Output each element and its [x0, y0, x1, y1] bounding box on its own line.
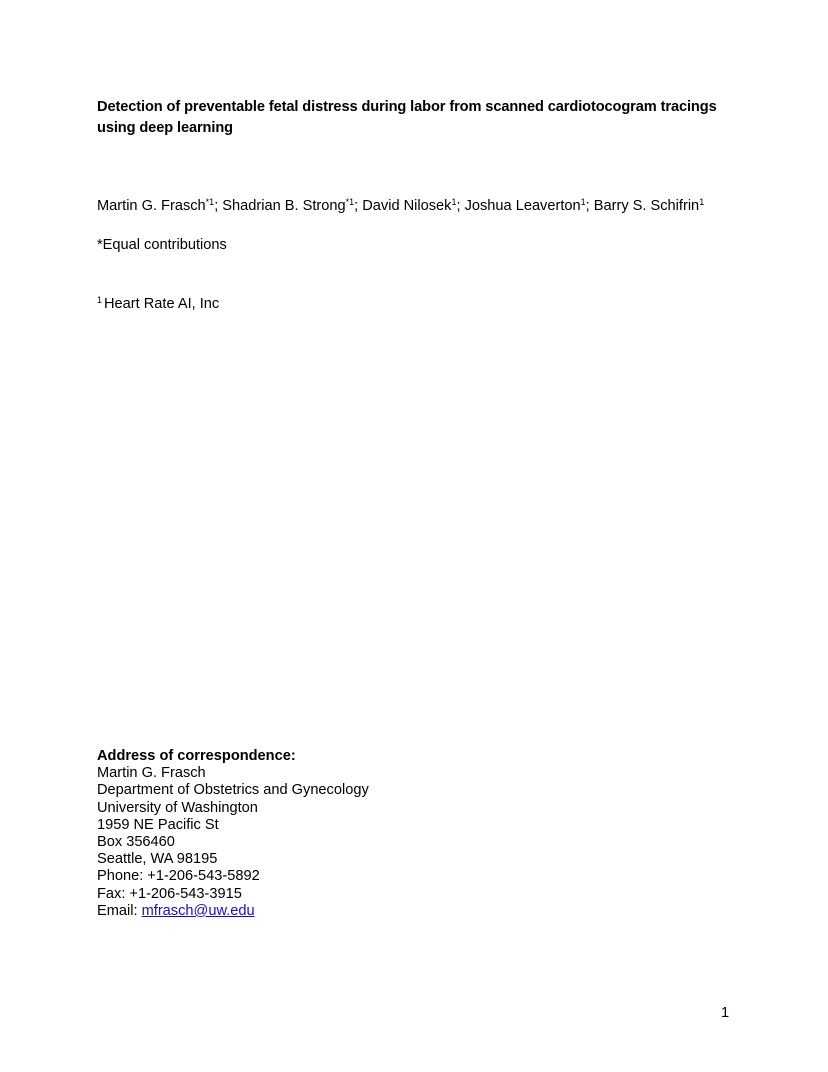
paper-title: Detection of preventable fetal distress during labor from scanned cardiotocogram tracings using deep learning: [97, 99, 717, 136]
affiliation-name: Heart Rate AI, Inc: [104, 296, 220, 312]
author-separator: ;: [585, 198, 594, 214]
page-number: 1: [721, 1005, 730, 1021]
correspondence-city: Seattle, WA 98195: [97, 851, 218, 868]
correspondence-department: Department of Obstetrics and Gynecology: [97, 782, 369, 799]
author-mark: 1: [451, 197, 457, 207]
author-name: Barry S. Schifrin: [593, 198, 700, 214]
author-separator: ;: [214, 198, 223, 214]
author-separator: ;: [456, 198, 465, 214]
correspondence-block: [97, 748, 369, 920]
author-name: Shadrian B. Strong: [222, 198, 346, 214]
affiliation-mark: 1: [97, 295, 103, 305]
author-mark: 1: [699, 197, 705, 207]
author-name: Joshua Leaverton: [464, 198, 581, 214]
author-mark: *1: [205, 197, 215, 207]
correspondence-phone: Phone: +1-206-543-5892: [97, 868, 260, 885]
affiliation: [97, 294, 219, 315]
author-name: David Nilosek: [362, 198, 452, 214]
correspondence-heading: Address of correspondence:: [97, 748, 296, 764]
correspondence-email-line: [97, 903, 369, 920]
author-separator: ;: [354, 198, 363, 214]
author-list: [97, 196, 777, 217]
correspondence-box: Box 356460: [97, 834, 175, 851]
email-label: Email:: [97, 902, 142, 919]
correspondence-university: University of Washington: [97, 799, 258, 816]
author-mark: *1: [345, 197, 355, 207]
equal-contributions-note: *Equal contributions: [97, 237, 227, 253]
correspondence-fax: Fax: +1-206-543-3915: [97, 885, 242, 902]
author-name: Martin G. Frasch: [97, 198, 206, 214]
email-link[interactable]: mfrasch@uw.edu: [141, 902, 255, 919]
author-mark: 1: [580, 197, 586, 207]
correspondence-name: Martin G. Frasch: [97, 765, 206, 782]
correspondence-street: 1959 NE Pacific St: [97, 816, 219, 833]
